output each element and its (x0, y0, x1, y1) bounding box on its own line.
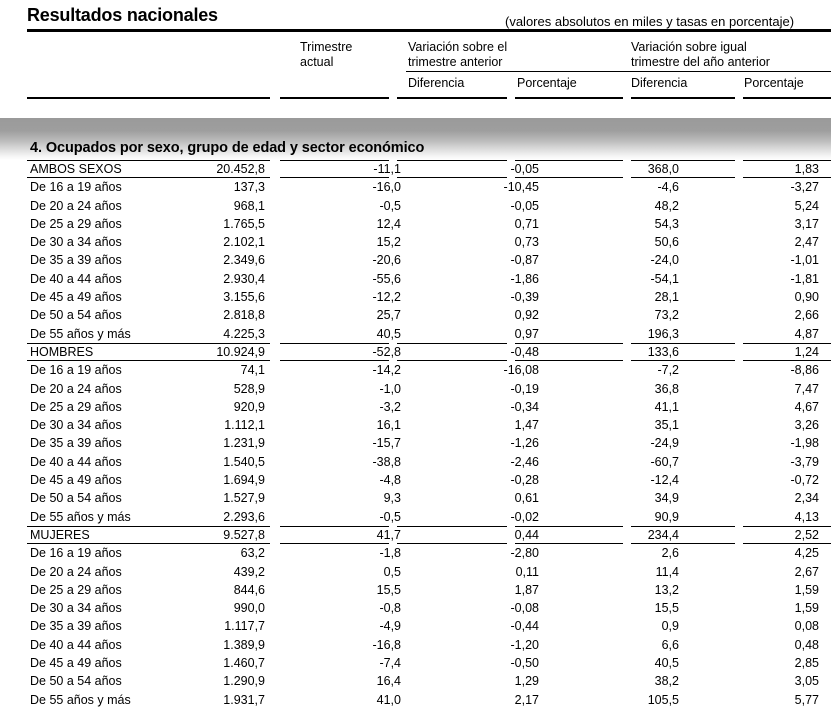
table-row (0, 398, 831, 416)
row-value: 36,8 (654, 381, 679, 396)
row-value: 0,97 (514, 326, 539, 341)
table-row (0, 197, 831, 215)
row-value: 368,0 (647, 162, 679, 176)
row-value: 1.540,5 (223, 454, 265, 469)
colhead-current-line2: actual (300, 55, 334, 69)
row-value: 28,1 (654, 290, 679, 305)
row-rule-segment (631, 343, 735, 344)
row-value: 3.155,6 (223, 290, 265, 305)
row-label: De 20 a 24 años (30, 381, 122, 396)
row-value: 35,1 (654, 418, 679, 433)
row-value: -0,48 (510, 344, 539, 359)
table-row (0, 691, 831, 709)
row-value: 2,6 (661, 546, 679, 561)
row-value: 1.112,1 (224, 418, 265, 433)
row-value: 54,3 (654, 216, 679, 231)
row-value: 2.102,1 (223, 235, 265, 250)
table-row (0, 306, 831, 324)
colhead-porcentaje-2: Porcentaje (744, 76, 804, 90)
row-value: -1,86 (510, 271, 539, 286)
table-row (0, 288, 831, 306)
row-value: -1,01 (790, 253, 819, 268)
colhead-prevyear-line2: trimestre del año anterior (631, 55, 770, 69)
table-row (0, 380, 831, 398)
row-value: 1.231,9 (223, 436, 265, 451)
row-label: De 35 a 39 años (30, 253, 122, 268)
row-value: 844,6 (233, 582, 265, 597)
row-value: 1,24 (794, 344, 819, 359)
row-value: 9.527,8 (223, 527, 265, 542)
row-value: 2.293,6 (223, 509, 265, 524)
row-value: -1,8 (379, 546, 401, 561)
row-label: De 35 a 39 años (30, 436, 122, 451)
row-value: -2,46 (510, 454, 539, 469)
table-row (0, 361, 831, 379)
row-value: 41,7 (376, 527, 401, 542)
row-value: 1,59 (794, 601, 819, 616)
row-value: 1,29 (514, 674, 539, 689)
row-value: 1.460,7 (223, 656, 265, 671)
title-underline (27, 29, 831, 32)
row-label: De 25 a 29 años (30, 582, 122, 597)
row-rule-segment (280, 526, 389, 527)
row-label: De 20 a 24 años (30, 198, 122, 213)
row-value: -0,34 (510, 399, 539, 414)
row-value: 16,4 (376, 674, 401, 689)
table-row (0, 251, 831, 269)
row-value: 0,08 (794, 619, 819, 634)
row-label: De 45 a 49 años (30, 473, 122, 488)
table-row (0, 599, 831, 617)
table-row (0, 343, 831, 361)
row-value: 34,9 (654, 491, 679, 506)
row-value: 20.452,8 (216, 162, 265, 176)
row-value: -0,19 (510, 381, 539, 396)
row-value: -0,28 (510, 473, 539, 488)
table-row (0, 654, 831, 672)
row-label: De 25 a 29 años (30, 399, 122, 414)
table-row (0, 508, 831, 526)
colhead-diferencia-1: Diferencia (408, 76, 465, 90)
row-value: -14,2 (372, 363, 401, 378)
row-value: -12,2 (372, 290, 401, 305)
row-value: 48,2 (654, 198, 679, 213)
row-value: 40,5 (654, 656, 679, 671)
row-value: 38,2 (654, 674, 679, 689)
row-value: -8,86 (790, 363, 819, 378)
row-value: 74,1 (240, 363, 265, 378)
row-value: 234,4 (647, 527, 679, 542)
row-value: 3,26 (794, 418, 819, 433)
row-value: 2,85 (794, 656, 819, 671)
document-header (0, 0, 831, 28)
row-value: -0,39 (510, 290, 539, 305)
row-value: -7,2 (657, 363, 679, 378)
row-value: -1,0 (379, 381, 401, 396)
row-label: De 35 a 39 años (30, 619, 122, 634)
table-row (0, 178, 831, 196)
section-title: 4. Ocupados por sexo, grupo de edad y sector económico (30, 140, 425, 156)
row-value: -0,50 (510, 656, 539, 671)
row-value: 528,9 (233, 381, 265, 396)
row-value: 15,2 (376, 235, 401, 250)
row-value: -16,0 (372, 180, 401, 195)
row-value: 15,5 (376, 582, 401, 597)
table-row (0, 471, 831, 489)
row-value: 1,47 (514, 418, 539, 433)
row-label: De 55 años y más (30, 692, 131, 707)
spanner-rule-prev-year (629, 71, 831, 72)
table-row (0, 563, 831, 581)
row-value: -52,8 (372, 344, 401, 359)
table-row (0, 215, 831, 233)
row-value: -0,87 (510, 253, 539, 268)
row-value: 9,3 (383, 491, 401, 506)
row-rule-segment (397, 343, 507, 344)
row-value: 1,83 (794, 162, 819, 176)
row-value: 5,24 (794, 198, 819, 213)
row-value: 16,1 (376, 418, 401, 433)
table-row (0, 636, 831, 654)
row-value: 2,52 (794, 527, 819, 542)
row-label: De 45 a 49 años (30, 290, 122, 305)
row-value: 1.527,9 (223, 491, 265, 506)
row-label: AMBOS SEXOS (30, 162, 122, 176)
row-value: 105,5 (647, 692, 679, 707)
row-value: -0,5 (379, 509, 401, 524)
spanner-rule-prev-quarter (406, 71, 631, 72)
row-value: 0,9 (661, 619, 679, 634)
row-value: 0,61 (514, 491, 539, 506)
table-row (0, 526, 831, 544)
row-value: 15,5 (654, 601, 679, 616)
column-header-band (0, 34, 831, 112)
table-row (0, 489, 831, 507)
row-value: 4,25 (794, 546, 819, 561)
row-value: 990,0 (233, 601, 265, 616)
colhead-prevquarter-line2: trimestre anterior (408, 55, 503, 69)
row-label: De 50 a 54 años (30, 308, 122, 323)
row-value: -10,45 (503, 180, 539, 195)
row-value: 1,59 (794, 582, 819, 597)
row-label: De 55 años y más (30, 326, 131, 341)
row-label: De 55 años y más (30, 509, 131, 524)
row-value: 196,3 (647, 326, 679, 341)
row-value: -4,6 (657, 180, 679, 195)
row-value: 0,90 (794, 290, 819, 305)
row-label: De 40 a 44 años (30, 637, 122, 652)
row-value: 0,5 (383, 564, 401, 579)
units-note: (valores absolutos en miles y tasas en porcentaje) (505, 14, 795, 29)
row-label: De 50 a 54 años (30, 674, 122, 689)
row-value: 2.930,4 (223, 271, 265, 286)
row-value: -4,9 (379, 619, 401, 634)
colhead-current-line1: Trimestre (300, 40, 353, 54)
row-value: 5,77 (794, 692, 819, 707)
row-value: -3,2 (379, 399, 401, 414)
row-value: -0,08 (510, 601, 539, 616)
header-bottom-rule-c1 (280, 97, 389, 99)
row-value: -0,8 (379, 601, 401, 616)
table-row (0, 233, 831, 251)
row-value: 11,4 (655, 564, 679, 579)
row-value: 2,17 (514, 692, 539, 707)
table-row (0, 617, 831, 635)
row-value: -20,6 (372, 253, 401, 268)
row-value: 1.389,9 (223, 637, 265, 652)
row-label: De 40 a 44 años (30, 271, 122, 286)
row-value: -0,5 (379, 198, 401, 213)
row-value: 0,44 (514, 527, 539, 542)
table-row (0, 325, 831, 343)
row-value: 4,13 (794, 509, 819, 524)
row-value: -7,4 (379, 656, 401, 671)
table-row (0, 160, 831, 178)
row-value: 1.931,7 (223, 692, 265, 707)
row-value: 3,05 (794, 674, 819, 689)
row-value: 1.117,7 (224, 619, 265, 634)
row-value: 4.225,3 (223, 326, 265, 341)
row-value: 2,67 (794, 564, 819, 579)
row-value: -1,81 (790, 271, 819, 286)
row-value: -0,05 (510, 198, 539, 213)
row-value: -0,44 (510, 619, 539, 634)
data-table (0, 160, 831, 709)
row-value: -54,1 (650, 271, 679, 286)
table-row (0, 581, 831, 599)
row-value: 2.818,8 (223, 308, 265, 323)
row-value: 41,1 (654, 399, 679, 414)
row-value: 2.349,6 (223, 253, 265, 268)
header-bottom-rule-c4 (631, 97, 735, 99)
colhead-porcentaje-1: Porcentaje (517, 76, 577, 90)
row-value: -1,98 (790, 436, 819, 451)
row-value: 63,2 (240, 546, 265, 561)
row-label: De 20 a 24 años (30, 564, 122, 579)
row-value: -16,08 (503, 363, 539, 378)
row-label: De 16 a 19 años (30, 180, 122, 195)
row-value: -60,7 (650, 454, 679, 469)
row-rule-segment (631, 526, 735, 527)
table-row (0, 453, 831, 471)
row-value: 2,66 (794, 308, 819, 323)
table-row (0, 672, 831, 690)
row-value: 12,4 (376, 216, 401, 231)
row-value: -1,26 (510, 436, 539, 451)
row-value: -55,6 (372, 271, 401, 286)
row-value: -2,80 (510, 546, 539, 561)
row-value: 0,71 (514, 216, 539, 231)
page-title: Resultados nacionales (27, 5, 218, 25)
row-value: -38,8 (372, 454, 401, 469)
row-value: 13,2 (654, 582, 679, 597)
row-value: 0,92 (514, 308, 539, 323)
row-value: 50,6 (654, 235, 679, 250)
row-value: 439,2 (233, 564, 265, 579)
row-value: 1,87 (514, 582, 539, 597)
row-rule-segment (397, 160, 507, 161)
table-row (0, 544, 831, 562)
row-label: De 30 a 34 años (30, 235, 122, 250)
row-value: 2,47 (794, 235, 819, 250)
colhead-diferencia-2: Diferencia (631, 76, 688, 90)
row-value: 0,11 (515, 564, 539, 579)
row-value: 133,6 (647, 344, 679, 359)
row-value: 0,73 (514, 235, 539, 250)
row-value: 41,0 (376, 692, 401, 707)
colhead-prevquarter-line1: Variación sobre el (408, 40, 508, 54)
row-value: -3,27 (790, 180, 819, 195)
table-row (0, 416, 831, 434)
row-value: -3,79 (790, 454, 819, 469)
header-bottom-rule-c3 (515, 97, 623, 99)
row-value: -12,4 (650, 473, 679, 488)
row-value: 1.694,9 (223, 473, 265, 488)
row-value: 40,5 (376, 326, 401, 341)
row-label: De 50 a 54 años (30, 491, 122, 506)
row-label: De 16 a 19 años (30, 546, 122, 561)
row-value: -11,1 (373, 162, 401, 176)
row-value: 4,67 (794, 399, 819, 414)
row-value: 1.290,9 (223, 674, 265, 689)
header-bottom-rule-c2 (397, 97, 507, 99)
row-value: -0,05 (510, 162, 539, 176)
row-value: -16,8 (372, 637, 401, 652)
row-value: -0,72 (790, 473, 819, 488)
colhead-prevyear-line1: Variación sobre igual (631, 40, 747, 54)
row-label: De 30 a 34 años (30, 418, 122, 433)
row-label: De 40 a 44 años (30, 454, 122, 469)
row-value: -0,02 (510, 509, 539, 524)
row-label: MUJERES (30, 527, 90, 542)
row-value: 3,17 (794, 216, 819, 231)
row-value: -24,9 (650, 436, 679, 451)
row-value: -24,0 (650, 253, 679, 268)
row-value: 968,1 (233, 198, 265, 213)
row-label: HOMBRES (30, 344, 94, 359)
row-value: 1.765,5 (223, 216, 265, 231)
row-value: 0,48 (794, 637, 819, 652)
row-value: 10.924,9 (216, 344, 265, 359)
row-value: 90,9 (654, 509, 679, 524)
row-label: De 16 a 19 años (30, 363, 122, 378)
row-value: -4,8 (379, 473, 401, 488)
row-value: 2,34 (794, 491, 819, 506)
row-value: 920,9 (233, 399, 265, 414)
row-value: 137,3 (233, 180, 265, 195)
row-value: -15,7 (372, 436, 401, 451)
row-value: 25,7 (376, 308, 401, 323)
row-rule-segment (397, 526, 507, 527)
header-bottom-rule-c5 (743, 97, 831, 99)
table-row (0, 434, 831, 452)
row-value: 6,6 (661, 637, 679, 652)
table-row (0, 270, 831, 288)
row-value: 73,2 (654, 308, 679, 323)
row-rule-segment (631, 160, 735, 161)
row-label: De 30 a 34 años (30, 601, 122, 616)
row-value: -1,20 (510, 637, 539, 652)
row-label: De 45 a 49 años (30, 656, 122, 671)
row-value: 7,47 (794, 381, 819, 396)
row-value: 4,87 (794, 326, 819, 341)
header-bottom-rule-label (27, 97, 270, 99)
row-label: De 25 a 29 años (30, 216, 122, 231)
